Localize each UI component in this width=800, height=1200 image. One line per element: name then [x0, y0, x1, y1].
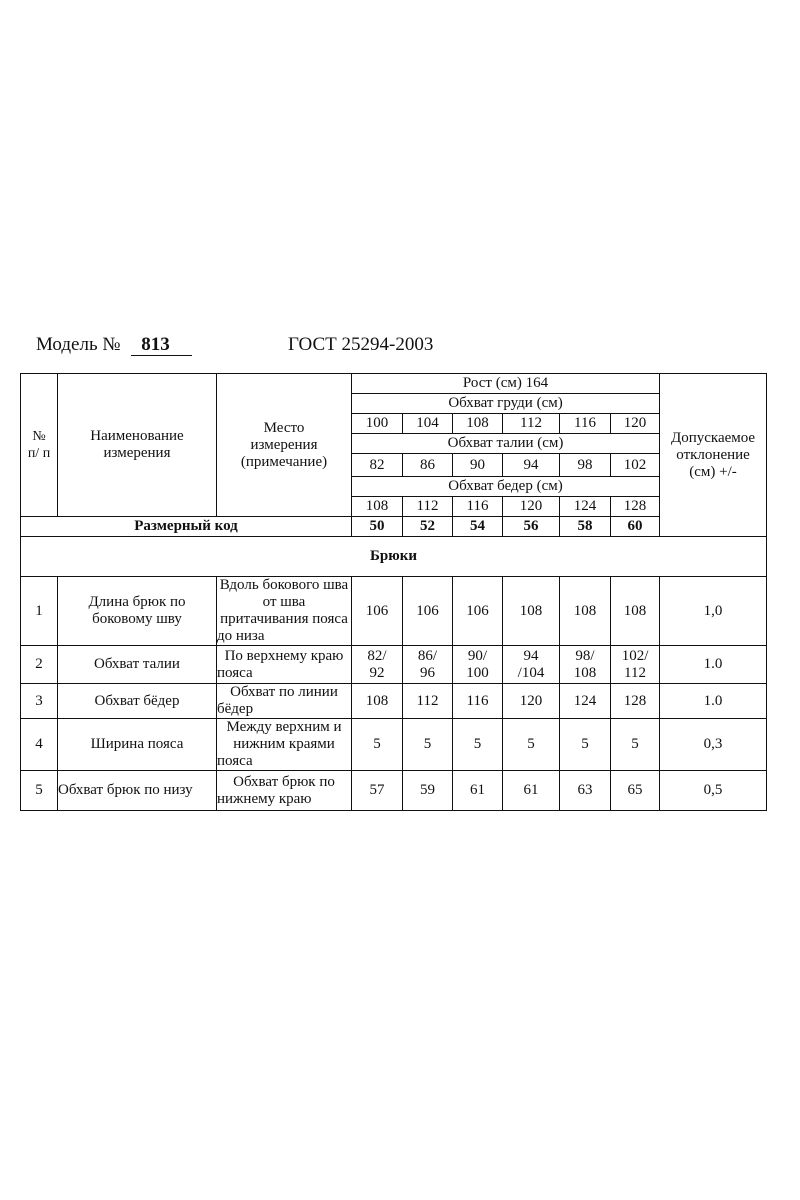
- table-row: [21, 719, 767, 771]
- size-code-label: Размерный код: [21, 517, 352, 537]
- chest-value: 100: [352, 414, 403, 434]
- measurement-value: 124: [560, 684, 611, 719]
- table-row: [21, 577, 767, 646]
- row-number: 5: [21, 771, 58, 811]
- size-chart-table: [20, 373, 767, 811]
- tolerance-value: 0,3: [660, 719, 767, 771]
- waist-value: 82: [352, 454, 403, 477]
- hips-value: 124: [560, 497, 611, 517]
- measurement-value: 102/ 112: [611, 646, 660, 684]
- measurement-value: 128: [611, 684, 660, 719]
- tolerance-value: 1.0: [660, 646, 767, 684]
- measurement-value: 5: [503, 719, 560, 771]
- chest-value: 108: [453, 414, 503, 434]
- model-label: Модель №: [36, 334, 121, 355]
- measurement-value: 90/ 100: [453, 646, 503, 684]
- section-row: [21, 537, 767, 577]
- row-number: 4: [21, 719, 58, 771]
- row-number: 2: [21, 646, 58, 684]
- size-code: 58: [560, 517, 611, 537]
- measurement-value: 106: [403, 577, 453, 646]
- row-number: 1: [21, 577, 58, 646]
- section-title: Брюки: [21, 537, 767, 577]
- chest-label: Обхват груди (см): [352, 394, 660, 414]
- measurement-value: 63: [560, 771, 611, 811]
- measurement-name: Обхват талии: [58, 646, 217, 684]
- waist-value: 86: [403, 454, 453, 477]
- measurement-place: По верхнему краю пояса: [217, 646, 352, 684]
- measurement-value: 61: [503, 771, 560, 811]
- col-tolerance-header: Допускаемое отклонение (см) +/-: [660, 374, 767, 537]
- measurement-value: 65: [611, 771, 660, 811]
- measurement-place: Обхват брюк по нижнему краю: [217, 771, 352, 811]
- measurement-value: 57: [352, 771, 403, 811]
- size-code: 52: [403, 517, 453, 537]
- row-number: 3: [21, 684, 58, 719]
- hips-label: Обхват бедер (см): [352, 477, 660, 497]
- measurement-value: 112: [403, 684, 453, 719]
- chest-value: 116: [560, 414, 611, 434]
- size-code: 54: [453, 517, 503, 537]
- tolerance-value: 1,0: [660, 577, 767, 646]
- chest-value: 112: [503, 414, 560, 434]
- measurement-value: 82/ 92: [352, 646, 403, 684]
- waist-value: 94: [503, 454, 560, 477]
- hips-value: 116: [453, 497, 503, 517]
- measurement-value: 59: [403, 771, 453, 811]
- hips-value: 108: [352, 497, 403, 517]
- measurement-name: Обхват бёдер: [58, 684, 217, 719]
- measurement-value: 5: [611, 719, 660, 771]
- tolerance-value: 0,5: [660, 771, 767, 811]
- measurement-value: 108: [611, 577, 660, 646]
- measurement-value: 5: [560, 719, 611, 771]
- size-code: 60: [611, 517, 660, 537]
- hips-value: 128: [611, 497, 660, 517]
- table-row: [21, 684, 767, 719]
- size-code-row: [21, 517, 767, 537]
- model-number: 813: [131, 335, 192, 356]
- measurement-value: 61: [453, 771, 503, 811]
- measurement-value: 5: [453, 719, 503, 771]
- header-row-height: [21, 374, 767, 394]
- col-name-header: Наименование измерения: [58, 374, 217, 517]
- measurement-value: 108: [560, 577, 611, 646]
- measurement-value: 106: [352, 577, 403, 646]
- measurement-name: Ширина пояса: [58, 719, 217, 771]
- standard-label: ГОСТ 25294-2003: [288, 334, 434, 355]
- chest-value: 120: [611, 414, 660, 434]
- waist-value: 102: [611, 454, 660, 477]
- measurement-value: 98/ 108: [560, 646, 611, 684]
- measurement-value: 86/ 96: [403, 646, 453, 684]
- measurement-place: Вдоль бокового шва от шва притачивания пояса до низа: [217, 577, 352, 646]
- measurement-value: 108: [352, 684, 403, 719]
- waist-label: Обхват талии (см): [352, 434, 660, 454]
- measurement-value: 5: [403, 719, 453, 771]
- col-place-header: Место измерения (примечание): [217, 374, 352, 517]
- table-row: [21, 646, 767, 684]
- hips-value: 120: [503, 497, 560, 517]
- hips-value: 112: [403, 497, 453, 517]
- chest-value: 104: [403, 414, 453, 434]
- measurement-name: Длина брюк по боковому шву: [58, 577, 217, 646]
- measurement-value: 5: [352, 719, 403, 771]
- measurement-name: Обхват брюк по низу: [58, 771, 217, 811]
- measurement-value: 94 /104: [503, 646, 560, 684]
- tolerance-value: 1.0: [660, 684, 767, 719]
- measurement-value: 108: [503, 577, 560, 646]
- col-num-header: № п/ п: [21, 374, 58, 517]
- table-row: [21, 771, 767, 811]
- waist-value: 98: [560, 454, 611, 477]
- measurement-place: Между верхним и нижним краями пояса: [217, 719, 352, 771]
- measurement-value: 116: [453, 684, 503, 719]
- document-title: [36, 334, 434, 356]
- waist-value: 90: [453, 454, 503, 477]
- size-code: 50: [352, 517, 403, 537]
- measurement-place: Обхват по линии бёдер: [217, 684, 352, 719]
- size-code: 56: [503, 517, 560, 537]
- measurement-value: 120: [503, 684, 560, 719]
- measurement-value: 106: [453, 577, 503, 646]
- height-label: Рост (см) 164: [352, 374, 660, 394]
